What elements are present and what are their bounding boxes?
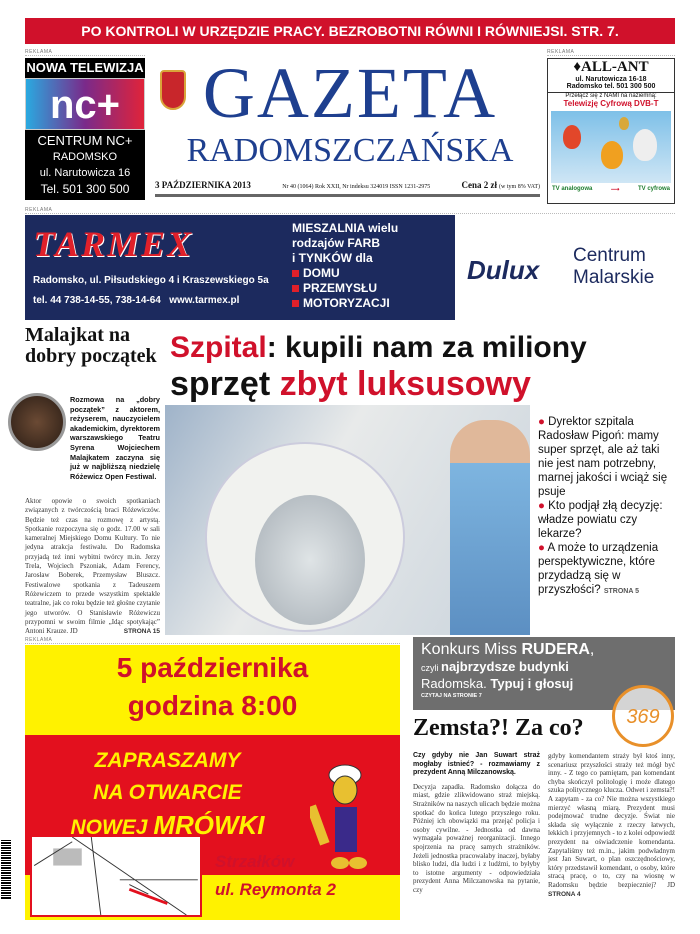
ad-right: TV cyfrowa xyxy=(637,186,670,192)
location-map xyxy=(30,835,202,917)
time-line: godzina 8:00 xyxy=(127,690,298,721)
ad-tel: Radomsko tel. 501 300 500 xyxy=(548,83,674,93)
ad-mrowka[interactable] xyxy=(25,645,400,920)
director-image xyxy=(450,420,530,635)
zemsta-lead: Czy gdyby nie Jan Suwart straż mogłaby istnieć? - rozmawiamy z prezydent Anną Milczanowską. xyxy=(413,752,540,777)
barcode xyxy=(1,840,11,900)
bullet: ● A może to urządzenia perspektywiczne, które przydadzą się w przyszłości? xyxy=(538,542,658,596)
ad-brand: ♦ALL-ANT xyxy=(573,59,649,75)
promo-text: RUDERA xyxy=(521,641,590,658)
promo-text: Konkurs xyxy=(421,641,485,658)
price: Cena 2 zł xyxy=(461,180,498,190)
zemsta-body: gdyby komendantem straży był ktoś inny, scenariusz przyszłości straży też mógł być inny. - Z tego co pamiętam, pan komendant chyba skończył politologię i może dlatego szuka politycznego klucza. Odwet i zemsta?! A zapytam - za co? Nie można wszystkiego mierzyć własną miarą. Prezydent musi podejmować trudne decyzje. Świat nie składa się wyłącznie z rzeczy łatwych, lekkich i przyjemnych - to z kolei odpowiedź prezydent na oświadczenie komendanta. Zapytaliśmy też m.in., jakim podwładnym jest Jan Suwart, o plan oszczędnościowy, który przedstawił komendant, o osoby, które stracą pracę, o to, czy na wiosnę w Radomsku będzie bezpieczniej? JD xyxy=(548,752,675,889)
centrum-line: Malarskie xyxy=(573,267,655,288)
page-ref[interactable]: STRONA 5 xyxy=(603,588,639,595)
tarmex-logo: TARMEX xyxy=(33,224,194,264)
promo-text: Miss xyxy=(484,641,522,658)
ad-text: Przełącz się z NAMI na naziemną: xyxy=(565,93,657,99)
invite-brand: MRÓWKI xyxy=(153,810,265,840)
bullet: ● Kto podjął złą decyzję: władze powiatu czy lekarze? xyxy=(538,499,676,541)
ad-address: ul. Narutowicza 16-18 xyxy=(575,76,647,83)
dateline xyxy=(155,180,540,197)
ad-tarmex[interactable] xyxy=(25,215,675,320)
promo-text: czyli xyxy=(421,663,441,673)
left-article[interactable] xyxy=(25,325,160,367)
headline-black: sprzęt xyxy=(170,365,280,403)
ad-line: CENTRUM NC+ xyxy=(37,133,133,148)
headline-red: zbyt luksusowy xyxy=(279,365,531,403)
ad-nc-plus[interactable] xyxy=(25,58,145,200)
nc-plus-logo: nc+ xyxy=(25,78,145,130)
mix-line: MIESZALNIA wielu xyxy=(292,221,399,235)
masthead-line2: RADOMSZCZAŃSKA xyxy=(186,132,514,169)
headline-red: Szpital xyxy=(170,331,267,364)
zemsta-body: Decyzja zapadła. Radomsko dołącza do miast, gdzie zlikwidowano straż miejską. Strażników na naszych ulicach będzie można spotkać do końca lutego przyszłego roku. Później ich obowiązki ma przejąć policja i osoby cywilne. - Jednostka od dawna wymagała poważnej reorganizacji. Innego spojrzenia na pracę samych strażników. Jeżeli jednostka pracowałaby inaczej, byłaby blisko ludzi, dla ludzi i z ludźmi, to byłyby to istotne argumenty - odpowiedziała prezydent Anna Milczanowska na pytanie, czy xyxy=(413,782,540,894)
promo-text: Radomska. xyxy=(421,676,491,691)
issue-date: 3 PAŹDZIERNIKA 2013 xyxy=(155,180,251,190)
invite-line: ZAPRASZAMY xyxy=(94,749,241,772)
ad-dvbt: Telewizję Cyfrową DVB-T xyxy=(563,99,659,108)
street: ul. Reymonta 2 xyxy=(215,880,336,899)
vat: (w tym 8% VAT) xyxy=(499,184,540,190)
mix-item: MOTORYZACJI xyxy=(292,296,398,311)
masthead-line1: GAZETA xyxy=(202,53,498,133)
masthead[interactable] xyxy=(160,55,540,171)
ad-line: ul. Narutowicza 16 xyxy=(39,167,131,179)
top-banner-headline[interactable]: PO KONTROLI W URZĘDZIE PRACY. BEZROBOTNI RÓWNI I RÓWNIEJSI. STR. 7. xyxy=(25,18,675,44)
bullet: ● Dyrektor szpitala Radosław Pigoń: mamy super sprzęt, ale aż taki nie jest nam potrzebny, marnej jakości i wciąż się psuje xyxy=(538,415,676,499)
date-line: 5 października xyxy=(116,652,309,683)
ad-address xyxy=(215,848,336,904)
www-link: www.tarmex.pl xyxy=(169,295,240,306)
centrum-line: Centrum xyxy=(573,245,646,266)
read-more-link[interactable]: CZYTAJ NA STRONIE 7 xyxy=(421,693,482,699)
article-body xyxy=(25,497,160,636)
main-headline[interactable] xyxy=(170,330,675,402)
article-title: Malajkat na dobry początek xyxy=(25,324,157,367)
zemsta-col-1 xyxy=(413,752,540,895)
invite-line: NOWEJ xyxy=(70,816,154,839)
promo-text: Typuj i głosuj xyxy=(490,676,574,691)
page-ref[interactable]: STRONA 15 xyxy=(123,628,160,636)
ad-line: Tel. 501 300 500 xyxy=(40,182,130,196)
ad-title: NOWA TELEWIZJA xyxy=(26,60,144,75)
ad-mix xyxy=(292,221,398,311)
page-ref[interactable]: STRONA 4 xyxy=(548,890,581,898)
ad-invite xyxy=(35,745,300,844)
seal-369-icon: 369 xyxy=(612,685,674,747)
body-text: Aktor opowie o swoich spotkaniach związanych z twórczością braci Różewiczów. Będzie też czas na rozmowę z artystą. Spotkanie rozpoczyna się o godz. 17.00 w sali kameralnej Miejskiego Domu Kultury. To nie jedyna atrakcja festiwalu. Do Radomska przyjadą też inni wybitni twórcy m.in. Jerzy Trela, Wojciech Pszoniak, Adam Ferency, Jarosław Boberek, Przemysław Bluszcz. Festiwalowe spotkania z Tadeuszem Różewiczem to przede wszystkim spektakle teatralne, jak co roku będzie też głośne czytanie jego utworów. O Stanisławie Różewiczu przypomni w swoim filmie „Idąc spotykając” Antoni Krauze. JD xyxy=(25,497,160,636)
dulux-panel xyxy=(455,215,675,320)
ad-tel xyxy=(33,295,239,306)
mix-line: i TYNKÓW dla xyxy=(292,251,373,265)
mix-item: DOMU xyxy=(292,266,398,281)
mix-line: rodzajów FARB xyxy=(292,236,381,250)
zemsta-col-2 xyxy=(548,752,675,899)
tel: tel. 44 738-14-55, 738-14-64 xyxy=(33,295,161,306)
zemsta-title[interactable]: Zemsta?! Za co? xyxy=(413,715,584,741)
ad-label: REKLAMA xyxy=(25,207,675,214)
ad-label: REKLAMA xyxy=(25,49,145,56)
balloons-image xyxy=(551,111,671,183)
city: Strzałków xyxy=(215,852,295,871)
dulux-logo: Dulux xyxy=(467,255,540,285)
ad-all-ant[interactable]: ♦ALL-ANT ul. Narutowicza 16-18 Radomsko tel. 501 300 500 Przełącz się z NAMI na naziemną: Telewizję Cyfrową DVB-T TV analogowa ⟶ TV cyfrowa xyxy=(547,58,675,204)
scanner-bore xyxy=(255,495,365,625)
ad-address: Radomsko, ul. Piłsudskiego 4 i Kraszewskiego 5a xyxy=(33,275,269,286)
centrum-label xyxy=(573,245,654,289)
ad-label: REKLAMA xyxy=(25,637,400,644)
ad-label: REKLAMA xyxy=(547,49,675,56)
ad-line: RADOMSKO xyxy=(52,151,118,163)
ad-date xyxy=(25,649,400,725)
headline-rest: : kupili nam za miliony xyxy=(266,331,587,364)
story-bullets xyxy=(538,415,676,599)
mix-item: PRZEMYSŁU xyxy=(292,281,398,296)
article-lead: Rozmowa na „dobry początek” z aktorem, reżyserem, nauczycielem akademickim, dyrektorem warszawskiego Teatru Syrena Wojciechem Malajkatem zaczyna się już w najbliższą niedzielę Różewicz Open Festiwal. xyxy=(70,395,160,481)
ad-left: TV analogowa xyxy=(552,186,593,192)
promo-text: najbrzydsze budynki xyxy=(441,659,569,674)
issue-info: Nr 40 (1064) Rok XXII, Nr indeksu 324019 ISSN 1231-2975 xyxy=(282,184,431,190)
promo-text: , xyxy=(589,641,595,658)
invite-line: NA OTWARCIE xyxy=(93,781,242,804)
